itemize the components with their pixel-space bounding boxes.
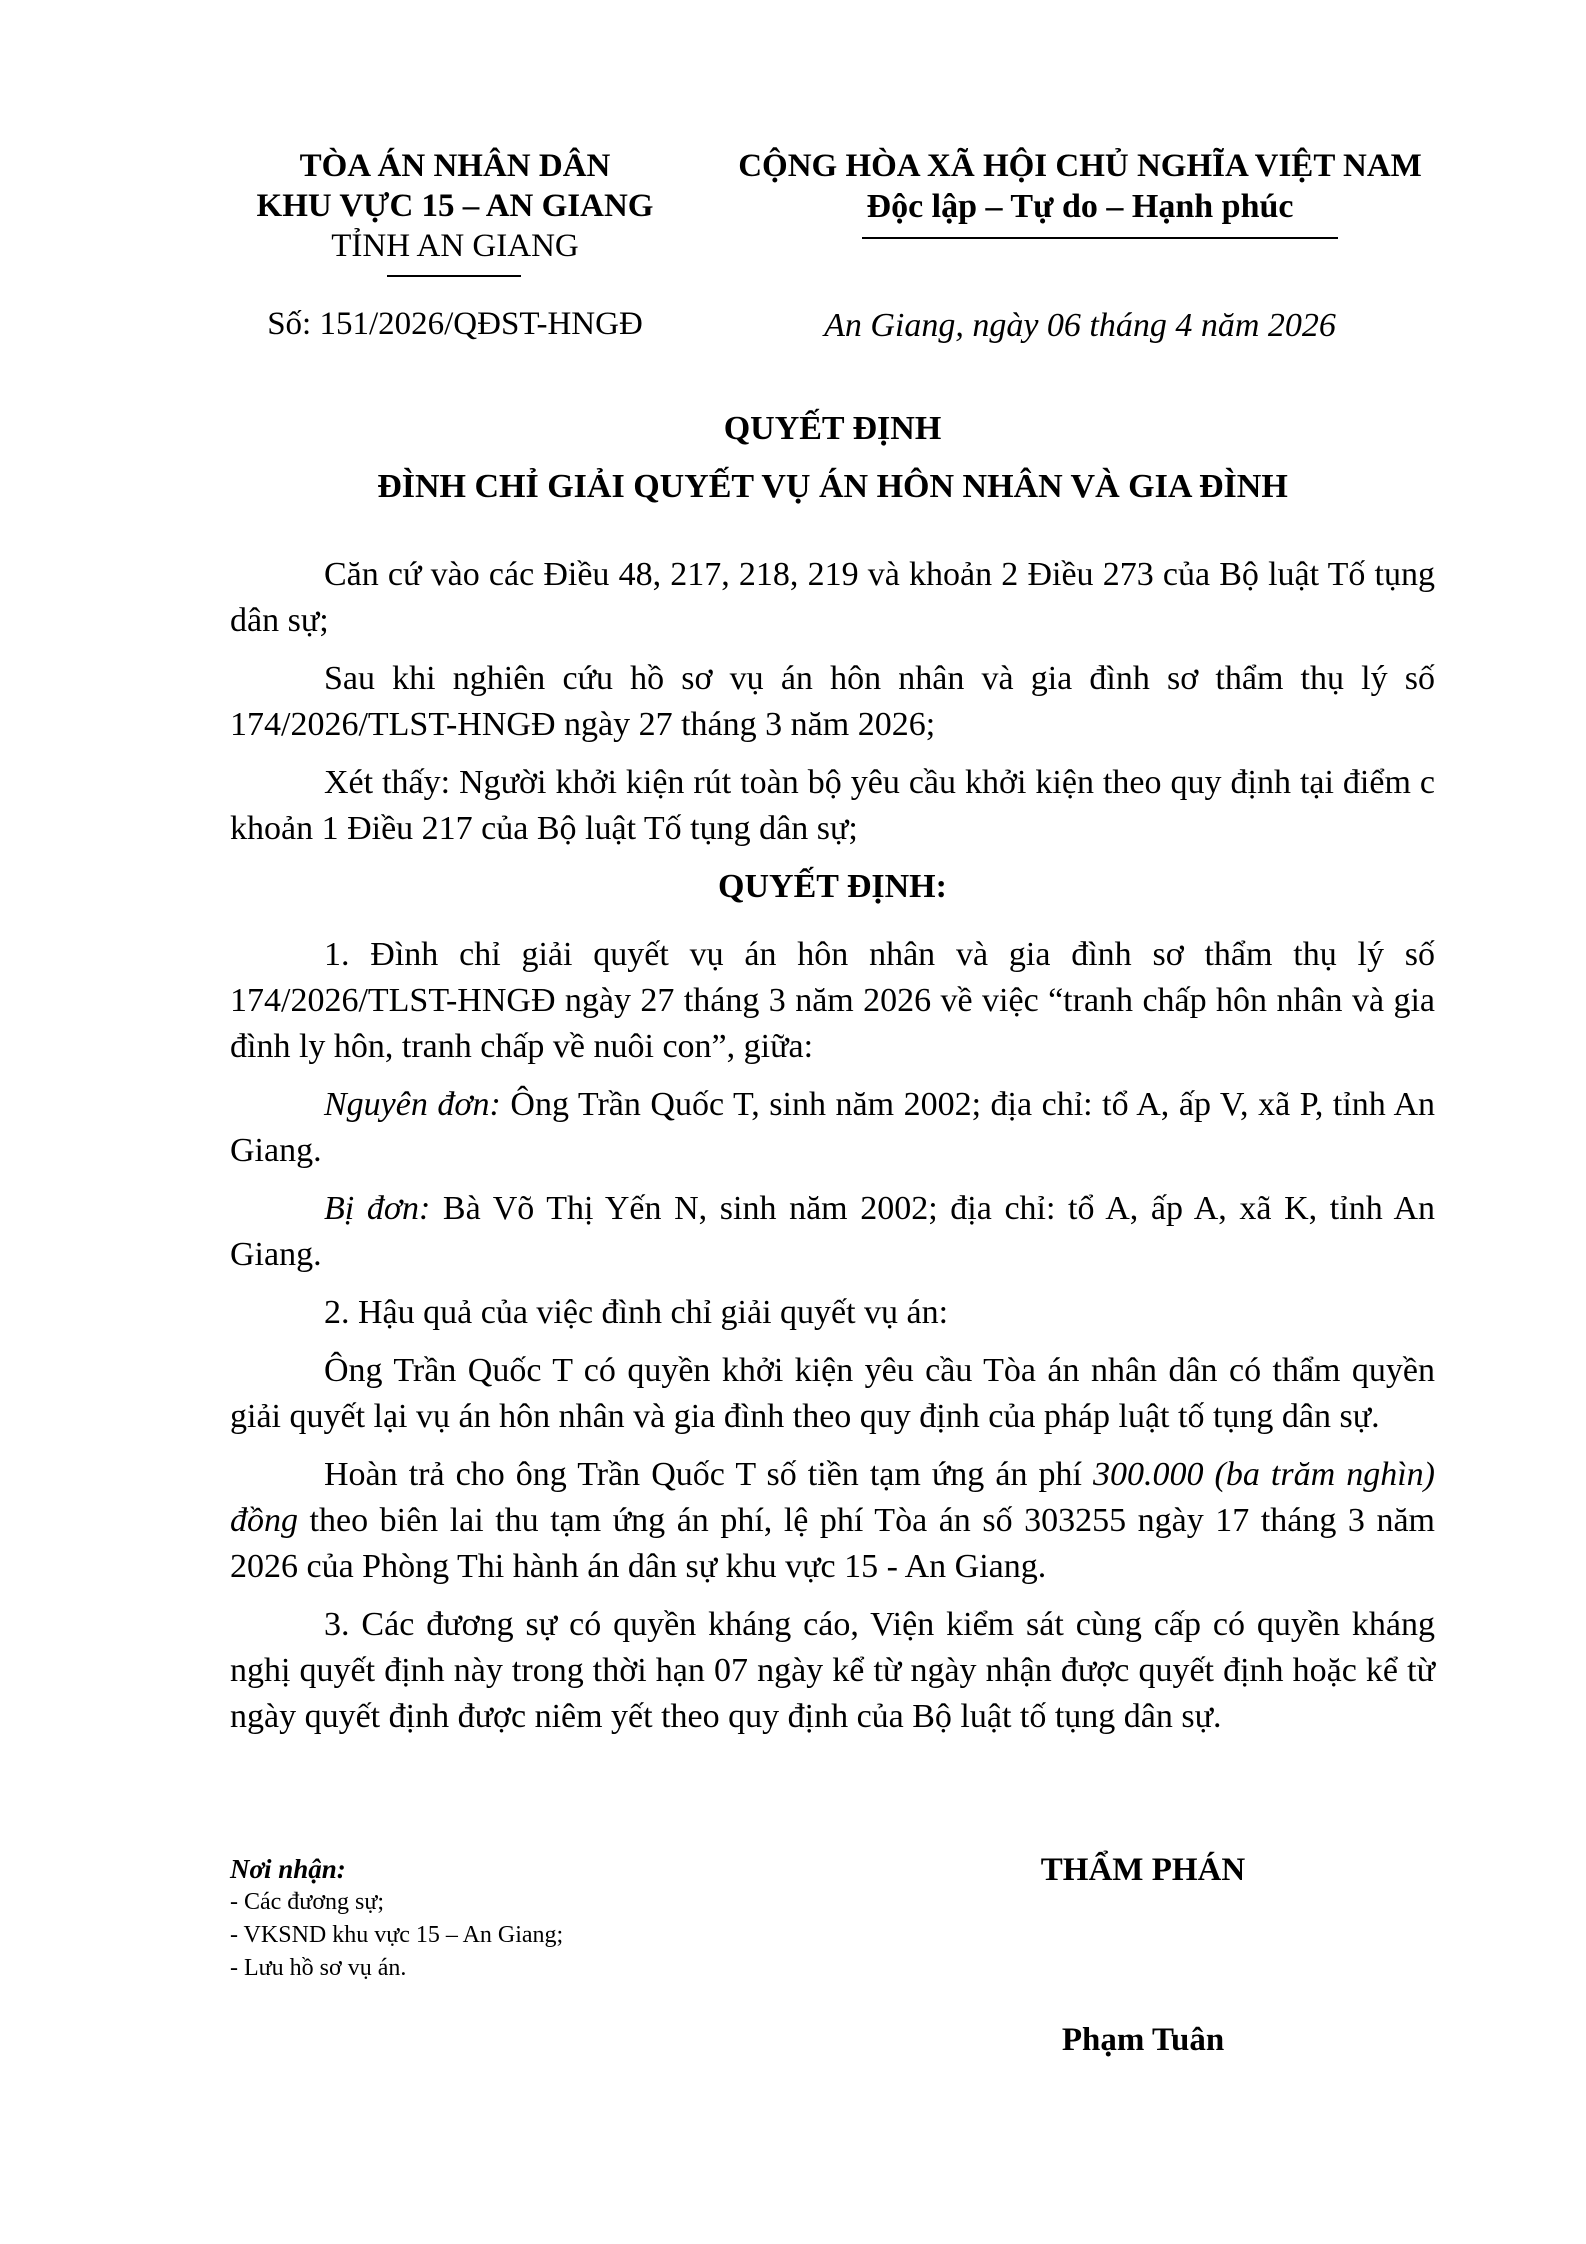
defendant-paragraph [230, 1186, 1435, 1278]
defendant-label: Bị đơn: [324, 1190, 431, 1227]
recipient-item: - VKSND khu vực 15 – An Giang; [230, 1922, 564, 1948]
preamble-finding: Xét thấy: Người khởi kiện rút toàn bộ yêu cầu khởi kiện theo quy định tại điểm c khoản 1 Điều 217 của Bộ luật Tố tụng dân sự; [230, 764, 1435, 847]
decision-item-3: 3. Các đương sự có quyền kháng cáo, Viện kiểm sát cùng cấp có quyền kháng nghị quyết định này trong thời hạn 07 ngày kể từ ngày nhận được quyết định hoặc kể từ ngày quyết định được niêm yết theo quy định của Bộ luật tố tụng dân sự. [230, 1606, 1435, 1735]
plaintiff-details: Ông Trần Quốc T, sinh năm 2002; địa chỉ: tổ A, ấp V, xã P, tỉnh An Giang. [230, 1086, 1435, 1169]
refund-post: theo biên lai thu tạm ứng án phí, lệ phí Tòa án số 303255 ngày 17 tháng 3 năm 2026 của Phòng Thi hành án dân sự khu vực 15 - An Giang. [230, 1502, 1435, 1585]
document-body [230, 552, 1435, 1752]
preamble-case-review: Sau khi nghiên cứu hồ sơ vụ án hôn nhân và gia đình sơ thẩm thụ lý số 174/2026/TLST-HNGĐ ngày 27 tháng 3 năm 2026; [230, 660, 1435, 743]
court-name-line2: KHU VỰC 15 – AN GIANG [256, 188, 654, 224]
decision-heading: QUYẾT ĐỊNH: [718, 868, 947, 905]
national-title: CỘNG HÒA XÃ HỘI CHỦ NGHĨA VIỆT NAM [738, 148, 1422, 184]
consequence-text: Ông Trần Quốc T có quyền khởi kiện yêu cầu Tòa án nhân dân có thẩm quyền giải quyết lại vụ án hôn nhân và gia đình theo quy định của pháp luật tố tụng dân sự. [230, 1352, 1435, 1435]
motto-underline [862, 237, 1338, 239]
national-header [700, 146, 1460, 228]
signer-name: Phạm Tuân [1061, 2022, 1225, 2058]
recipient-item: - Lưu hồ sơ vụ án. [230, 1955, 407, 1981]
recipients-block [230, 1852, 830, 1985]
court-province: TỈNH AN GIANG [331, 228, 579, 264]
document-subtitle: ĐÌNH CHỈ GIẢI QUYẾT VỤ ÁN HÔN NHÂN VÀ GIA ĐÌNH [377, 468, 1288, 505]
refund-amount: 300.000 (ba trăm nghìn) đồng [230, 1456, 1435, 1539]
court-header [230, 146, 680, 266]
document-number: Số: 151/2026/QĐST-HNGĐ [267, 306, 643, 342]
decision-item-2: 2. Hậu quả của việc đình chỉ giải quyết vụ án: [324, 1294, 949, 1331]
signer-title: THẨM PHÁN [1040, 1852, 1246, 1888]
recipients-heading: Nơi nhận: [230, 1854, 346, 1884]
preamble-legal-basis: Căn cứ vào các Điều 48, 217, 218, 219 và khoản 2 Điều 273 của Bộ luật Tố tụng dân sự; [230, 556, 1435, 639]
court-name-line1: TÒA ÁN NHÂN DÂN [299, 148, 611, 184]
decision-item-1: 1. Đình chỉ giải quyết vụ án hôn nhân và gia đình sơ thẩm thụ lý số 174/2026/TLST-HNGĐ ngày 27 tháng 3 năm 2026 về việc “tranh chấp hôn nhân và gia đình ly hôn, tranh chấp về nuôi con”, giữa: [230, 936, 1435, 1065]
defendant-details: Bà Võ Thị Yến N, sinh năm 2002; địa chỉ: tổ A, ấp A, xã K, tỉnh An Giang. [230, 1190, 1435, 1273]
refund-pre: Hoàn trả cho ông Trần Quốc T số tiền tạm ứng án phí [324, 1456, 1093, 1493]
document-date: An Giang, ngày 06 tháng 4 năm 2026 [824, 307, 1336, 344]
national-motto: Độc lập – Tự do – Hạnh phúc [866, 188, 1294, 225]
recipient-item: - Các đương sự; [230, 1889, 385, 1915]
refund-paragraph [230, 1452, 1435, 1590]
plaintiff-label: Nguyên đơn: [324, 1086, 501, 1123]
header-left-divider [387, 275, 521, 277]
document-title: QUYẾT ĐỊNH [723, 410, 942, 447]
plaintiff-paragraph [230, 1082, 1435, 1174]
